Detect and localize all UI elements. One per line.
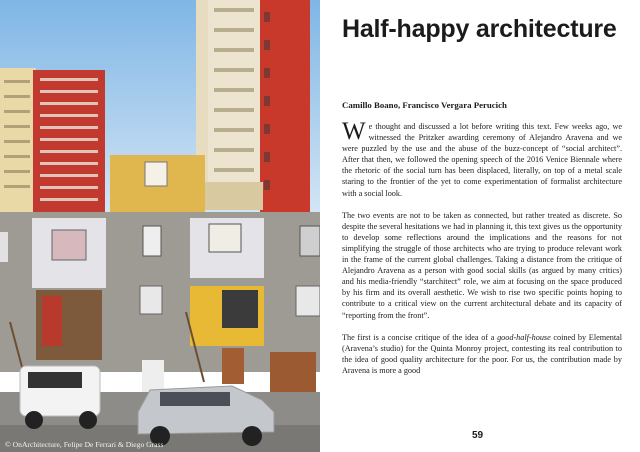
paragraph-1-text: e thought and discussed a lot before writing this text. Few weeks ago, we witnessed the Pritzker awarding ceremony of Alejandro Aravena and we were puzzled by the use and the abuse of the buzz-concept of “social architect”. After that then, we followed the opening speech of the 2016 Venice Biennale where the rhetoric of the social turn has been displaced, literally, on top of a metal scale staring to the frontier of the yet to come experimentation of formalist architecture with a social look. bbox=[342, 122, 622, 198]
paragraph-1 bbox=[342, 118, 622, 199]
paragraph-3 bbox=[342, 332, 622, 376]
paragraph-3-end: coined by Elemental (Aravena’s studio) for the Quinta Monroy project, contesting its real contribution to the idea of good quality architecture for the poor. For us, the contribution made by Aravena is more a good bbox=[342, 332, 623, 375]
page-number: 59 bbox=[472, 430, 484, 441]
drop-cap: W bbox=[342, 118, 366, 145]
text-page bbox=[320, 0, 640, 452]
article-body bbox=[342, 118, 623, 387]
paragraph-3-emphasis: good-half-house bbox=[497, 332, 551, 342]
article-title: Half-happy architecture bbox=[342, 15, 617, 43]
paragraph-3-start: The first is a concise critique of the idea of a bbox=[342, 332, 498, 342]
article-authors: Camillo Boano, Francisco Vergara Perucich bbox=[342, 100, 507, 110]
paragraph-2: The two events are not to be taken as connected, but rather treated as discrete. So despite the several hesitations we had in planning it, this text gives us the opportunity to develop some reflections around the implications and the reasons for not simplifying the struggle of those architects who are trying to produce relevant work in the frame of the current global challenges. Taking a distance from the critique of Alejandro Aravena as a person with good social skills (as argued by many critics) and his media-friendly “starchitect” role, we aim at focusing on the space produced by his firm and its overall aesthetic. We wish to rise two specific points hoping to contribute to a critical view on the current architectural debate and its capacity of “reporting from the front”. bbox=[342, 210, 622, 320]
photo-credit: © OnArchitecture, Felipe De Ferrari & Diego Grass bbox=[5, 440, 164, 449]
